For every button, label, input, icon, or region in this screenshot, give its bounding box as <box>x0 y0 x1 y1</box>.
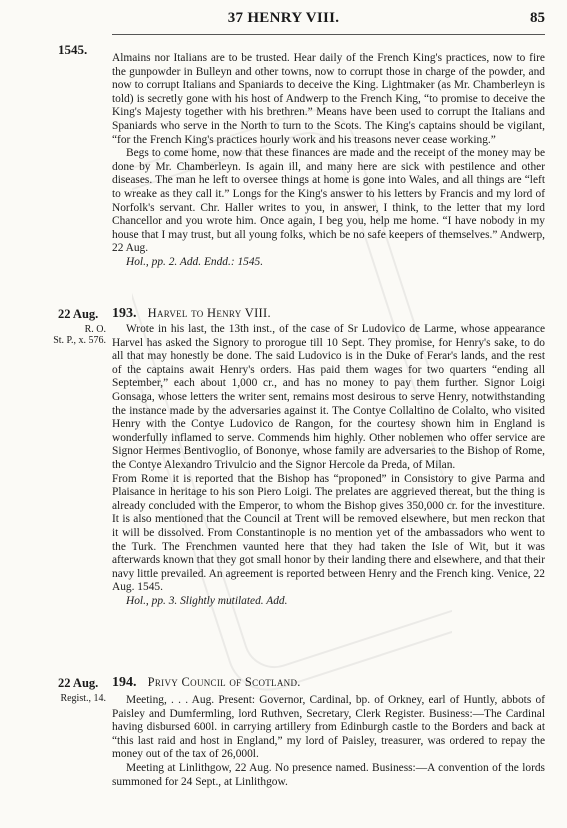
entry-heading <box>112 306 545 322</box>
running-head: 37 HENRY VIII. <box>227 10 340 26</box>
page-number: 85 <box>530 10 545 26</box>
entry-title: Harvel to Henry VIII. <box>147 306 271 320</box>
entry-number: 193. <box>112 306 137 321</box>
paragraph: Meeting, . . . Aug. Present: Governor, Cardinal, bp. of Orkney, earl of Huntly, abbots of Paisley and Dumfermling, lord Ruthven, Secretary, Clerk Register. Business:—The Cardinal having disbursed 600l. in carrying artillery from Edinburgh castle to the Borders and back at “this last raid and host in England,” my lord of Paisley, treasurer, was ordered to repay the money out of the tax of 26,000l. <box>112 694 545 761</box>
paragraph: From Rome it is reported that the Bishop has “proponed” in Consistory to give Parma and Plaisance in heritage to his son Piero Loigi. The prelates are aggrieved thereat, but the thing is already concluded with the Emperor, to whom the Bishop gives 350,000 cr. for the investiture. It is also mentioned that the Council at Trent will be removed elsewhere, but men reckon that it will be dissolved. From Constantinople is no mention yet of the ambassadors who went to the Turk. The Frenchmen vaunted here that they had taken the Isle of Wit, but it was afterwards known that they got small honor by their landing there and elsewhere, and that their navy little prevailed. An agreement is reported between Henry and the French king. Venice, 22 Aug. 1545. <box>112 472 545 594</box>
paragraph: Almains nor Italians are to be trusted. Hear daily of the French King's practices, now to fire the gunpowder in Bulleyn and other towns, now to corrupt those in charge of the powder, and now to corrupt Italians and Spaniards to deceive the King. Lightmaker (as Mr. Chamberleyn is told) is secretly gone with his host of Andwerp to the French King, “to promise to deceive the King's Majesty together with his brethren.” Means have been used to corrupt the Italians and Spaniards who serve in the North to turn to the Scots. The King's captains should be vigilant, “for the French King's practices hourly work and his treasons never cease working.” <box>112 52 545 146</box>
entry-source: Regist., 14. <box>60 693 106 704</box>
margin-year: 1545. <box>58 42 88 57</box>
paragraph: Begs to come home, now that these finances are made and the receipt of the money may be done by Mr. Chamberleyn. Is again ill, and many here are sick with pestilence and other diseases. The man he left to oversee things at home is gone into Wales, and all things are “left to wreake as they call it.” Longs for the King's answer to his letters by Francis and my lord of Norfolk's servant. Chr. Haller writes to you, in answer, I think, to the letter that my lord Chancellor and you wrote him. Once again, I beg you, help me home. “I have nobody in my house that I may trust, but all young folks, which be no safe keepers of themselves.” Andwerp, 22 Aug. <box>112 147 545 255</box>
entry-number: 194. <box>112 675 137 690</box>
citation: Hol., pp. 3. Slightly mutilated. Add. <box>126 594 288 607</box>
entry-source: R. O. St. P., x. 576. <box>53 324 106 346</box>
entry-date: 22 Aug. <box>58 676 99 690</box>
entry-title: Privy Council of Scotland. <box>147 675 301 689</box>
citation: Hol., pp. 2. Add. Endd.: 1545. <box>126 255 264 268</box>
entry-heading <box>112 675 545 691</box>
paragraph: Meeting at Linlithgow, 22 Aug. No presence named. Business:—A convention of the lords summoned for 24 Sept., at Linlithgow. <box>112 761 545 788</box>
paragraph: Wrote in his last, the 13th inst., of the case of Sr Ludovico de Larme, whose appearance Harvel has asked the Signory to prorogue till 10 Sept. They promise, for Henry's sake, to do all that may honestly be done. The said Ludovico is in the Duke of Ferar's lands, and the rest of the captains await Henry's orders. Has paid them wages for two quarters “ending all September,” each about 1,000 cr., and has no money to pay them further. Signor Loigi Gonsaga, whose letters the writer sent, remains most desirous to serve Henry, notwithstanding the instance made by the adversaries against it. The Contye Collaltino de Colalto, who visited Henry with the Contye Ludovico de Rangon, for the courtesy shown him in England is wonderfully inflamed to serve. Commends him highly. Other noblemen who offer service are Signor Hermes Bentivoglio, of Bononye, whose family are adversaries to the Bishop of Rome, the Contye Alexandro Trivulcio and the Signor Hercole da Preda, of Milan. <box>112 323 545 471</box>
continued-entry-text <box>112 52 545 270</box>
entry-194-text <box>112 694 545 789</box>
header-rule <box>112 34 545 35</box>
entry-193-text <box>112 323 545 608</box>
page-header <box>0 6 567 28</box>
entry-date: 22 Aug. <box>58 307 99 321</box>
